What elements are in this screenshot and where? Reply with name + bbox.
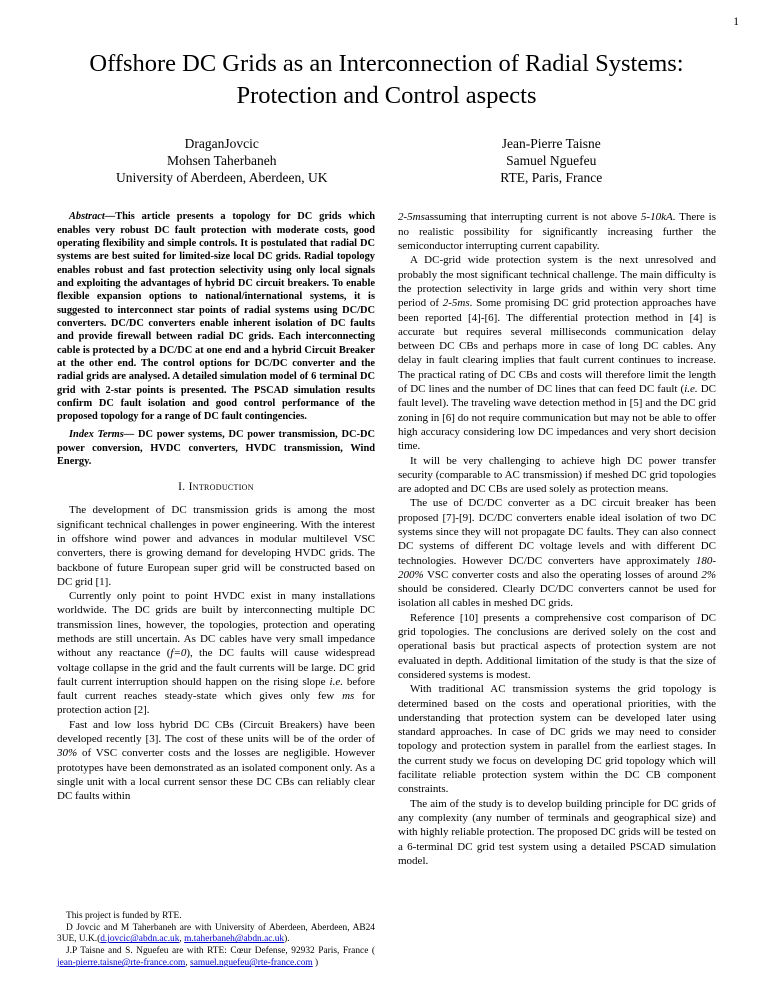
text-run: of VSC converter costs and the losses are negligible. However prototypes have been demonstrated as an isolated component only. As a single unit with a local current sensor these DC CBs can reliably clear DC faults within xyxy=(57,747,375,803)
text-run: ), the DC faults will cause widespread voltage collapse in the grid and the fault currents will be large. DC grid fault current interruption should happen on the rising slope xyxy=(57,647,376,688)
text-run: This project is funded by RTE. xyxy=(66,910,182,921)
paper-title: Offshore DC Grids as an Interconnection of Radial Systems: Protection and Control aspects xyxy=(89,50,684,110)
author-block xyxy=(57,135,716,187)
author-name: Mohsen Taherbaneh xyxy=(167,152,277,168)
body-paragraph-protection-system xyxy=(398,253,716,453)
intro-paragraph-1 xyxy=(57,503,375,589)
text-run: , xyxy=(185,958,191,969)
text-run: VSC converter costs and also the operating losses of around xyxy=(423,568,702,581)
text-run: It will be very challenging to achieve high DC power transfer security (comparable to AC transmission) if meshed DC grid topologies are adopted and DC CBs are used solely as protection means. xyxy=(398,454,716,496)
footnote-line-rte xyxy=(57,946,375,970)
author-affiliation: RTE, Paris, France xyxy=(500,170,603,186)
email-link[interactable]: jean-pierre.taisne@rte-france.com xyxy=(57,958,186,969)
text-run: DC power systems, DC power transmission, DC-DC power conversion, HVDC converters, HVDC transmission, Wind Energy. xyxy=(57,429,375,468)
author-name: DraganJovcic xyxy=(184,135,259,151)
abstract-paragraph xyxy=(57,210,375,423)
text-run: With traditional AC transmission systems the grid topology is determined based on the costs and operational priorities, with the understanding that protection system can be developed later using standard approaches. In case of DC grids we may need to consider topology and protection system in parallel from the earliest stages. In the current study we focus on developing DC grid topology which will facilitate reliable protection system within the DC CB component constraints. xyxy=(398,683,716,796)
body-paragraph-security xyxy=(398,454,716,497)
two-column-body xyxy=(57,210,716,970)
text-run: The use of DC/DC converter as a DC circuit breaker has been proposed [7]-[9]. DC/DC converters enable ideal isolation of two DC systems since they will not propagate DC faults. They can also connect DC systems of different DC voltage levels and with different DC technologies. However DC/DC converters have approximately xyxy=(398,497,716,567)
author-name: Samuel Nguefeu xyxy=(506,152,597,168)
text-run: i.e. xyxy=(684,383,698,396)
text-run: , xyxy=(179,934,185,945)
author-group-right xyxy=(387,135,717,187)
email-link[interactable]: samuel.nguefeu@rte-france.com xyxy=(190,958,313,969)
text-run: This article presents a topology for DC grids which enables very robust DC fault protection with moderate costs, good operating flexibility and simple controls. It is postulated that radial DC systems are best suited for limited-size local DC grids. Radial topology enables robust and fast protection selectivity using only local signals and exploiting the advantages of hybrid DC circuit breakers. To enable flexible expansion options to national/international systems, it is suggested to interconnect star points of radial systems using DC/DC converters. DC/DC converters enable inherent isolation of DC faults and provide firewall between radial DC grids. Each interconnecting cable is protected by a DC/DC at one end and a hybrid Circuit Breaker at the other end. The control options for DC/DC converter and the radial grids are analysed. A detailed simulation model of 6 terminal DC grid with 2-star points is presented. The PSCAD simulation results confirm DC fault isolation and good control performance of the proposed topology for a range of DC fault contingencies. xyxy=(57,211,375,423)
text-run: Currently only point to point HVDC exist in many installations worldwide. The DC grids are built by interconnecting multiple DC transmission lines, however, the topologies, protection and operating methods are still uncertain. As DC cables have very small impedance without any reactance ( xyxy=(57,590,375,660)
intro-paragraph-3 xyxy=(57,718,375,804)
email-link[interactable]: d.jovcic@abdn.ac.uk xyxy=(100,934,180,945)
text-run: should be considered. Clearly DC/DC converters cannot be used for isolation all cables in meshed DC grids. xyxy=(398,583,716,610)
text-run: D Jovcic and M Taherbaneh are with University of Aberdeen, Aberdeen, AB24 3UE, U.K.( xyxy=(57,922,375,945)
text-run: 2% xyxy=(701,568,716,581)
body-paragraph-ac-topology xyxy=(398,682,716,796)
text-run: before fault current reaches steady-state which gives only few xyxy=(57,675,375,703)
text-run: Index Terms— xyxy=(69,429,135,441)
text-run: ). xyxy=(284,934,290,945)
text-run: A DC-grid wide protection system is the next unresolved and probably the most significant technical challenge. The main difficulty is the protection selectivity in large grids and within very short time period of xyxy=(398,254,716,310)
text-run: 30% xyxy=(57,747,78,760)
email-link[interactable]: m.taherbaneh@abdn.ac.uk xyxy=(184,934,285,945)
body-paragraph-continuation xyxy=(398,210,716,253)
text-run: i.e. xyxy=(329,675,343,688)
footnote xyxy=(57,911,375,970)
text-run: The aim of the study is to develop building principle for DC grids of any complexity (any number of terminals and geographical size) and with highly reliable protection. The proposed DC grids will be tested on a 6-terminal DC grid test system using a detailed PSCAD simulation model. xyxy=(398,797,716,867)
text-run: DC fault level). The traveling wave detection method in [5] and the DC grid zoning in [6] do not require communication but may not be able to offer high accuracy considering low DC impedances and very short decision time. xyxy=(398,383,716,453)
body-paragraph-study-aim xyxy=(398,797,716,868)
text-run: . There is no realistic possibility for significantly increasing further the semiconductor interrupting current capability. xyxy=(398,211,716,253)
text-run: Fast and low loss hybrid DC CBs (Circuit Breakers) have been developed recently [3]. The cost of these units will be of the order of xyxy=(57,718,375,746)
index-terms-paragraph xyxy=(57,428,375,468)
author-affiliation: University of Aberdeen, Aberdeen, UK xyxy=(116,170,328,186)
footnote-line-funding xyxy=(57,911,375,923)
footnote-line-aberdeen xyxy=(57,923,375,947)
text-run: Reference [10] presents a comprehensive cost comparison of DC grid topologies. The conclusions are derived solely on the cost and operational basis but practical aspects of protection system are not evaluated in depth. Additional limitation of the study is that the size of considered systems is modest. xyxy=(398,611,716,681)
text-run: 180-200% xyxy=(398,554,716,581)
intro-paragraph-2 xyxy=(57,589,375,718)
text-run: assuming that interrupting current is not above xyxy=(424,211,641,224)
page-number: 1 xyxy=(733,16,739,28)
text-run: f=0 xyxy=(170,647,187,660)
text-run: . Some promising DC grid protection approaches have been reported [4]-[6]. The differential protection method in [4] is accurate but requires several milliseconds communication delay between DC CBs and perhaps more in case of long DC cables. Any delay in fault clearing implies that fault current continues to increase. The practical rating of DC CBs and costs will therefore limit the length of DC lines and the number of DC lines that can feed DC fault ( xyxy=(398,297,716,396)
text-run: J.P Taisne and S. Nguefeu are with RTE: Cœur Defense, 92932 Paris, France ( xyxy=(66,946,375,957)
text-run: for protection action [2]. xyxy=(57,690,375,717)
author-group-left xyxy=(57,135,387,187)
body-paragraph-reference-10 xyxy=(398,611,716,682)
text-run: The development of DC transmission grids is among the most significant technical challenges in power engineering. With the interest in offshore wind power and advances in modular multilevel VSC converters, there is growing demand for developing HVDC grids. The backbone of future European super grid will be constructed based on DC grid [1]. xyxy=(57,504,375,588)
text-run: ) xyxy=(312,958,319,969)
text-run: 2-5ms xyxy=(398,211,425,224)
text-run: 2-5ms xyxy=(442,297,470,310)
text-run: Abstract— xyxy=(69,211,116,223)
text-run: ms xyxy=(342,690,355,703)
author-name: Jean-Pierre Taisne xyxy=(501,135,601,151)
text-run: 5-10kA xyxy=(640,211,673,224)
section-heading-introduction: I. Introduction xyxy=(178,481,254,494)
left-column xyxy=(57,210,375,970)
body-paragraph-dcdc-converter xyxy=(398,496,716,610)
right-column xyxy=(398,210,716,970)
